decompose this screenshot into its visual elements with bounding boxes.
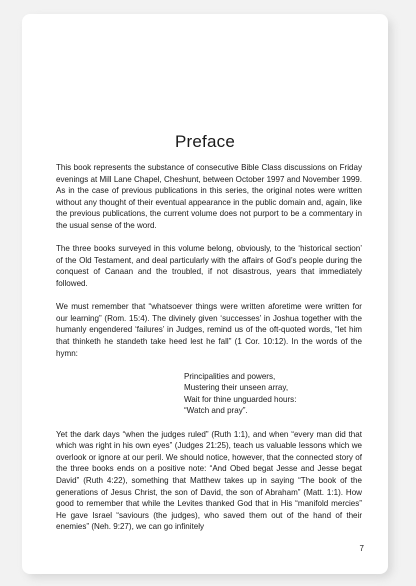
hymn-line: Principalities and powers, bbox=[184, 371, 276, 381]
hymn-quote bbox=[56, 371, 362, 417]
hymn-line: Mustering their unseen array, bbox=[184, 383, 289, 393]
hymn-line: “Watch and pray”. bbox=[184, 406, 248, 416]
paragraph-3: We must remember that “whatsoever things were written aforetime were written for our learning” (Rom. 15:4). The divinely given ‘successes’ in Joshua together with the humanly engendered ‘failures’ in Judges, remind us of the oft-quoted words, “let him that thinketh he standeth take heed lest he fall” (1 Cor. 10:12). In the words of the hymn: bbox=[56, 302, 362, 358]
paragraph-1: This book represents the substance of consecutive Bible Class discussions on Friday evenings at Mill Lane Chapel, Cheshunt, between October 1997 and November 1999. As in the case of previous publications in this series, the original notes were written without any thought of their eventual appearance in the public domain and, again, like the previous publications, the current volume does not purport to be a commentary in the usual sense of the word. bbox=[56, 163, 362, 230]
page-title: Preface bbox=[175, 132, 235, 151]
paragraph-2: The three books surveyed in this volume belong, obviously, to the ‘historical section’ of the Old Testament, and deal particularly with the affairs of God’s people during the conquest of Canaan and the troubled, if not disastrous, years that immediately followed. bbox=[56, 244, 362, 288]
document-page bbox=[22, 14, 388, 574]
body-text bbox=[56, 162, 362, 545]
page-number: 7 bbox=[359, 544, 364, 553]
paragraph-4: Yet the dark days “when the judges ruled” (Ruth 1:1), and when “every man did that which was right in his own eyes” (Judges 21:25), teach us valuable lessons which we overlook or ignore at our peril. We should notice, however, that the connected story of the three books ends on a positive note: “And Obed begat Jesse and Jesse begat David” (Ruth 4:22), something that Matthew takes up in saying “The book of the generations of Jesus Christ, the son of David, the son of Abraham” (Matt. 1:1). How good to remember that while the Levites thanked God that in His “manifold mercies” He gave Israel “saviours (the judges), who saved them out of the hand of their enemies” (Neh. 9:27), we can go infinitely bbox=[56, 429, 362, 532]
hymn-line: Wait for thine unguarded hours: bbox=[184, 394, 297, 404]
